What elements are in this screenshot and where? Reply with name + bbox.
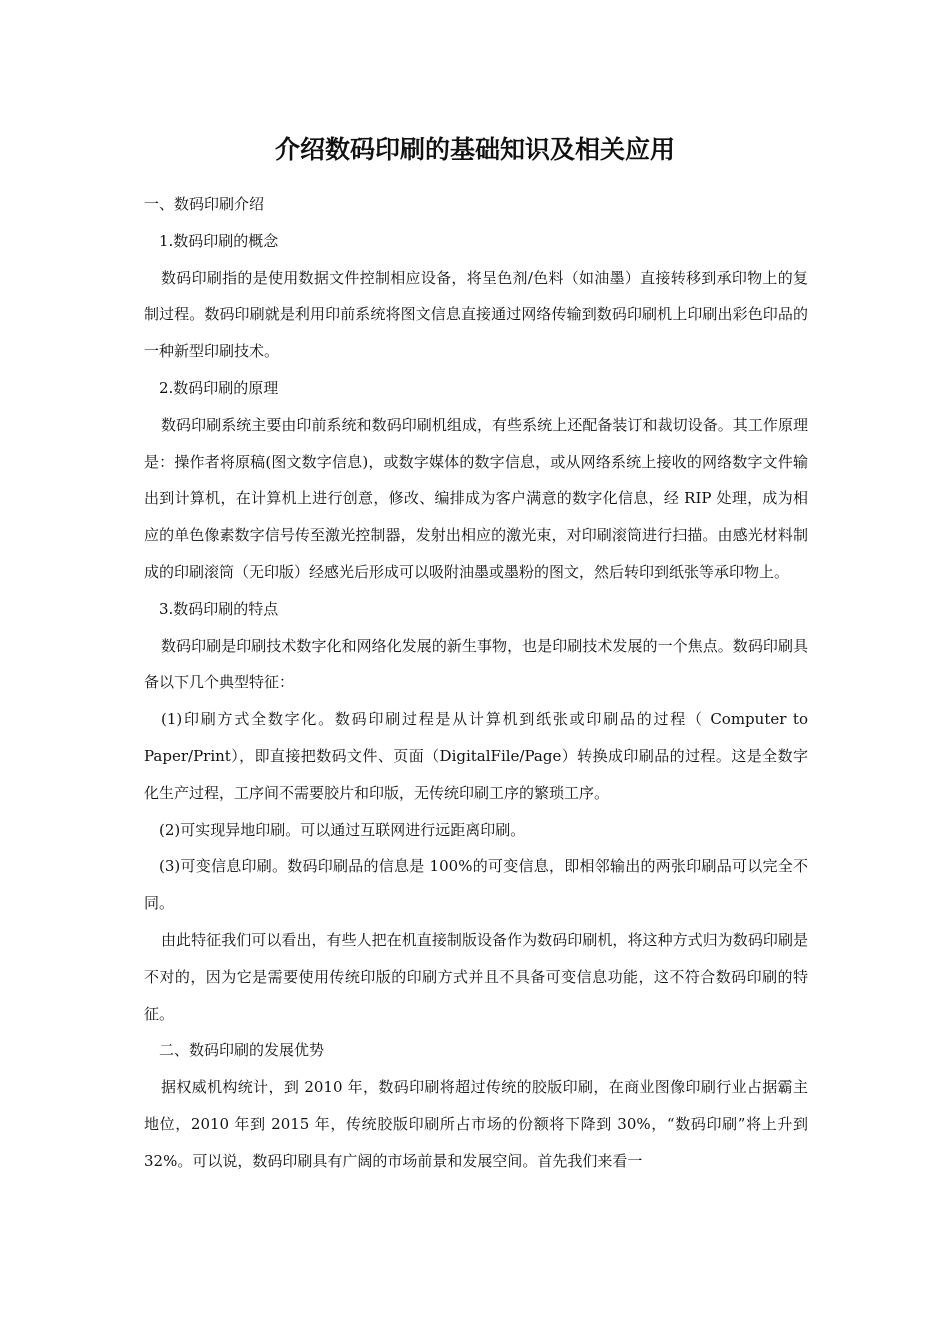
- list-item-paragraph: (1)印刷方式全数字化。数码印刷过程是从计算机到纸张或印刷品的过程（ Computer to Paper/Print），即直接把数码文件、页面（DigitalFile/Page）转换成印刷品的过程。这是全数字化生产过程，工序间不需要胶片和印版，无传统印刷工序的繁琐工序。: [144, 710, 808, 802]
- section-heading: 一、数码印刷介绍: [144, 195, 265, 213]
- body-paragraph: 数码印刷是印刷技术数字化和网络化发展的新生事物，也是印刷技术发展的一个焦点。数码印刷具备以下几个典型特征：: [144, 636, 808, 692]
- subsection-heading: 1.数码印刷的概念: [159, 231, 279, 250]
- subsection-heading: 2.数码印刷的原理: [159, 378, 279, 397]
- body-paragraph: 据权威机构统计，到 2010 年，数码印刷将超过传统的胶版印刷，在商业图像印刷行业占据霸主地位，2010 年到 2015 年，传统胶版印刷所占市场的份额将下降到 30%，“数码印刷”将上升到 32%。可以说，数码印刷具有广阔的市场前景和发展空间。首先我们来看一: [144, 1078, 808, 1170]
- list-item-paragraph: (3)可变信息印刷。数码印刷品的信息是 100%的可变信息，即相邻输出的两张印刷品可以完全不同。: [144, 857, 808, 913]
- body-paragraph: 数码印刷指的是使用数据文件控制相应设备，将呈色剂/色料（如油墨）直接转移到承印物上的复制过程。数码印刷就是利用印前系统将图文信息直接通过网络传输到数码印刷机上印刷出彩色印品的一种新型印刷技术。: [144, 268, 808, 361]
- body-paragraph: 由此特征我们可以看出，有些人把在机直接制版设备作为数码印刷机，将这种方式归为数码印刷是不对的，因为它是需要使用传统印版的印刷方式并且不具备可变信息功能，这不符合数码印刷的特征。: [144, 930, 808, 1023]
- subsection-heading: 3.数码印刷的特点: [159, 599, 279, 618]
- list-item-paragraph: (2)可实现异地印刷。可以通过互联网进行远距离印刷。: [159, 820, 526, 839]
- document-body: [144, 186, 808, 1180]
- document-title: 介绍数码印刷的基础知识及相关应用: [274, 135, 675, 164]
- section-heading: 二、数码印刷的发展优势: [159, 1041, 325, 1060]
- body-paragraph: 数码印刷系统主要由印前系统和数码印刷机组成，有些系统上还配备装订和裁切设备。其工作原理是：操作者将原稿(图文数字信息)，或数字媒体的数字信息，或从网络系统上接收的网络数字文件输出到计算机，在计算机上进行创意，修改、编排成为客户满意的数字化信息，经 RIP 处理，成为相应的单色像素数字信号传至激光控制器，发射出相应的激光束，对印刷滚筒进行扫描。由感光材料制成的印刷滚筒（无印版）经感光后形成可以吸附油墨或墨粉的图文，然后转印到纸张等承印物上。: [144, 415, 808, 581]
